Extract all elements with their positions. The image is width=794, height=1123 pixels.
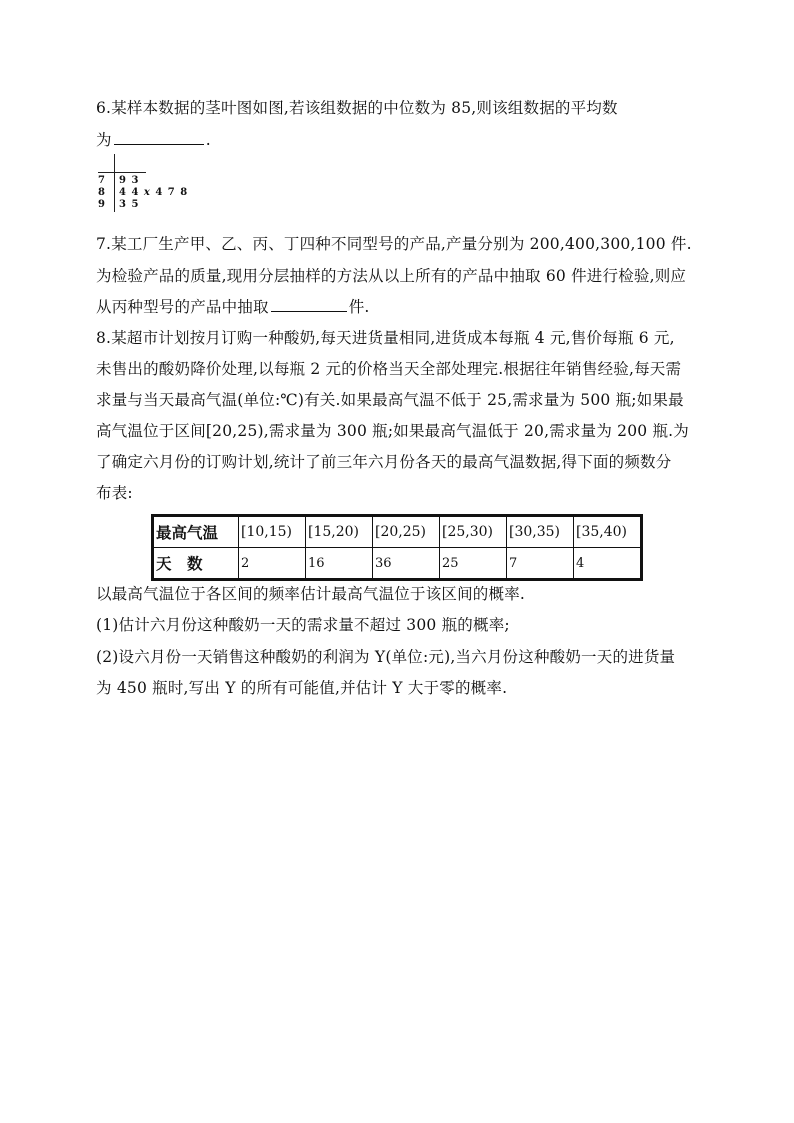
table-header-days: 天 数	[153, 548, 239, 580]
table-cell-interval: [10,15)	[239, 516, 306, 548]
q8-line-4: 高气温位于区间[20,25),需求量为 300 瓶;如果最高气温低于 20,需求量为 200 瓶.为	[96, 422, 690, 440]
table-cell-interval: [35,40)	[574, 516, 642, 548]
q8-line-5: 了确定六月份的订购计划,统计了前三年六月份各天的最高气温数据,得下面的频数分	[96, 453, 672, 471]
leaves: 4 4 x 4 7 8	[119, 187, 188, 198]
stem-leaf-horizontal-line	[98, 172, 146, 173]
q7-line-2: 为检验产品的质量,现用分层抽样的方法从以上所有的产品中抽取 60 件进行检验,则应	[96, 267, 687, 285]
stem-leaf-vertical-line	[114, 154, 115, 212]
table-cell-interval: [20,25)	[373, 516, 440, 548]
q7-answer-blank	[271, 297, 347, 312]
table-cell-days: 7	[507, 548, 574, 580]
table-cell-interval: [15,20)	[306, 516, 373, 548]
table-row-temperature	[153, 516, 642, 548]
q6-line-1: 6.某样本数据的茎叶图如图,若该组数据的中位数为 85,则该组数据的平均数	[96, 99, 618, 117]
table-row-days	[153, 548, 642, 580]
q8-line-2: 未售出的酸奶降价处理,以每瓶 2 元的价格当天全部处理完.根据往年销售经验,每天需	[96, 360, 682, 378]
table-cell-days: 16	[306, 548, 373, 580]
table-cell-interval: [25,30)	[440, 516, 507, 548]
leaves: 3 5	[119, 199, 139, 210]
q8-part-2-line-2: 为 450 瓶时,写出 Y 的所有可能值,并估计 Y 大于零的概率.	[96, 679, 508, 697]
q6-answer-blank	[114, 130, 204, 145]
stem-leaf-row	[98, 199, 139, 211]
table-cell-days: 25	[440, 548, 507, 580]
q6-line-2	[96, 130, 211, 150]
stem-leaf-row	[98, 187, 188, 199]
q8-after-table: 以最高气温位于各区间的频率估计最高气温位于该区间的概率.	[96, 585, 526, 603]
q6-line-2-suffix: .	[205, 131, 211, 149]
leaves: 9 3	[119, 175, 139, 186]
stem: 7	[98, 175, 105, 186]
table-cell-days: 2	[239, 548, 306, 580]
q6-line-2-prefix: 为	[96, 131, 112, 149]
q8-part-2-line-1: (2)设六月份一天销售这种酸奶的利润为 Y(单位:元),当六月份这种酸奶一天的进货量	[96, 648, 676, 666]
stem: 8	[98, 187, 105, 198]
stem: 9	[98, 199, 105, 210]
q8-line-1: 8.某超市计划按月订购一种酸奶,每天进货量相同,进货成本每瓶 4 元,售价每瓶 6 元,	[96, 329, 675, 347]
q7-line-3-suffix: 件.	[348, 298, 370, 316]
q7-line-3-prefix: 从丙种型号的产品中抽取	[96, 298, 269, 316]
table-header-temperature: 最高气温	[153, 516, 239, 548]
stem-leaf-row	[98, 175, 139, 187]
q7-line-3	[96, 297, 370, 317]
table-cell-days: 36	[373, 548, 440, 580]
q7-line-1: 7.某工厂生产甲、乙、丙、丁四种不同型号的产品,产量分别为 200,400,300,100 件.	[96, 235, 692, 253]
table-cell-interval: [30,35)	[507, 516, 574, 548]
q8-line-6: 布表:	[96, 484, 133, 502]
frequency-table	[151, 514, 643, 581]
q8-part-1: (1)估计六月份这种酸奶一天的需求量不超过 300 瓶的概率;	[96, 616, 510, 634]
table-cell-days: 4	[574, 548, 642, 580]
q8-line-3: 求量与当天最高气温(单位:℃)有关.如果最高气温不低于 25,需求量为 500 瓶;如果最	[96, 391, 684, 409]
